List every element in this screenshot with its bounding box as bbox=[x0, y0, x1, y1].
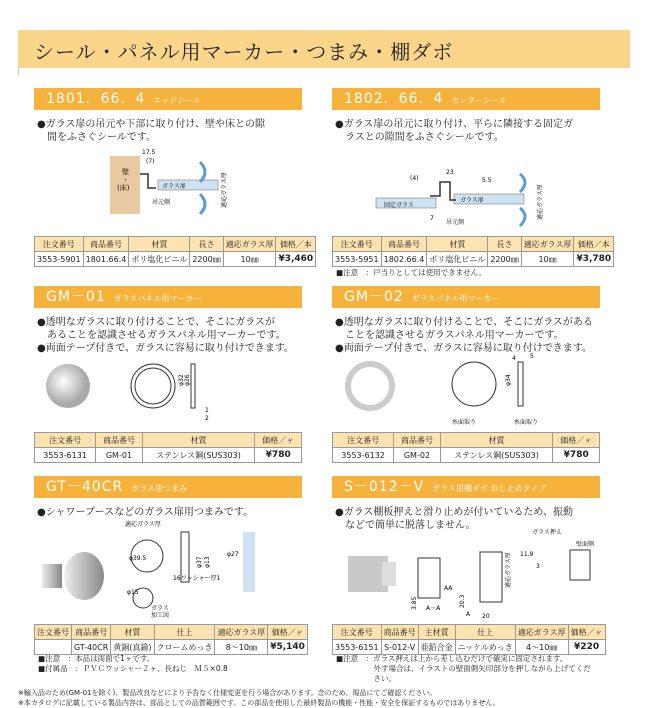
notes-s012v: ■注意 ：ガラス押えは上から差し込むだけで確実に固定されます。 外す場合は、イラストの壁面側矢印部分を押しながら上げてくだ さい。 bbox=[336, 654, 591, 683]
svg-text:φ13: φ13 bbox=[204, 556, 211, 568]
svg-text:ガラス: ガラス bbox=[151, 605, 169, 612]
svg-text:φ15: φ15 bbox=[127, 589, 139, 596]
section-desc-1802: ●ガラス扉の吊元に取り付け、平らに隣接する固定ガ ラスとの隙間をふさぐシールです。 bbox=[335, 119, 574, 143]
s012v-photo bbox=[338, 546, 408, 606]
svg-text:φ32: φ32 bbox=[178, 374, 185, 386]
section-bar-1801: 1801．66．4 エッジシール bbox=[34, 88, 302, 110]
gm02-photo bbox=[340, 356, 400, 416]
spec-table-1801: 注文番号 商品番号 材質 長さ 適応ガラス厚 価格／本 3553-5901 1801.66.4 ポリ塩化ビニル 2200㎜ 10㎜ ¥3,460 bbox=[34, 236, 316, 267]
svg-text:17.5: 17.5 bbox=[142, 149, 156, 156]
svg-text:3: 3 bbox=[536, 563, 540, 570]
svg-text:ワッシャー厚1: ワッシャー厚1 bbox=[181, 575, 221, 582]
svg-text:4: 4 bbox=[512, 355, 516, 362]
spec-table-1802: 注文番号 商品番号 材質 長さ 適応ガラス厚 価格／本 3553-5951 1802.66.4 ポリ塩化ビニル 2200㎜ 10㎜ ¥3,780 bbox=[332, 236, 614, 267]
gt40cr-diagram bbox=[115, 518, 295, 618]
gt40cr-photo bbox=[34, 546, 114, 606]
svg-text:φ26: φ26 bbox=[184, 374, 191, 386]
gm01-photo bbox=[38, 356, 98, 416]
svg-text:5: 5 bbox=[530, 353, 534, 360]
svg-text:(床): (床) bbox=[117, 184, 130, 192]
svg-text:2: 2 bbox=[205, 415, 209, 422]
section-desc-gm02: ●透明なガラスに取り付けることで、そこにガラスがある ことを認識させるガラスパネル用マーカーです。 ●両面テープ付きで、ガラスに容易に取り付けできます。 bbox=[335, 317, 593, 354]
svg-text:適応ガラス厚: 適応ガラス厚 bbox=[221, 172, 228, 208]
section-bar-1802: 1802．66．4 センターシール bbox=[332, 88, 600, 110]
section-desc-1801: ●ガラス扉の吊元や下部に取り付け、壁や床との隙 間をふさぐシールです。 bbox=[37, 119, 266, 143]
svg-text:・: ・ bbox=[122, 176, 129, 184]
spec-table-gm02: 注文番号 商品番号 材質 価格／ヶ 3553-6132 GM-02 ステンレス鋼(SUS303) ¥780 bbox=[332, 432, 600, 463]
svg-text:適応ガラス厚: 適応ガラス厚 bbox=[537, 184, 544, 220]
section-desc-gt40cr: ●シャワーブースなどのガラス扉用つまみです。 bbox=[37, 507, 254, 518]
section-bar-s012v: S－012－V ガラス用棚ダボ ねじ止めタイプ bbox=[332, 476, 600, 498]
svg-text:3.85: 3.85 bbox=[411, 596, 418, 610]
svg-text:20.3: 20.3 bbox=[459, 594, 466, 608]
edge-seal-diagram bbox=[100, 144, 240, 216]
svg-text:20: 20 bbox=[482, 613, 490, 620]
svg-text:7: 7 bbox=[430, 215, 434, 222]
svg-text:φ34: φ34 bbox=[505, 374, 512, 386]
svg-text:吊元側: 吊元側 bbox=[152, 199, 171, 206]
svg-text:壁面側: 壁面側 bbox=[576, 541, 595, 548]
note-1802: ■注意 ：戸当りとしては使用できません。 bbox=[336, 268, 487, 277]
svg-text:壁: 壁 bbox=[122, 168, 129, 176]
center-seal-diagram bbox=[370, 166, 550, 232]
spec-table-gt40cr: 注文番号 商品番号 材質 仕上 適応ガラス厚 価格／ヶ GT-40CR 黄銅(真鍮) クロームめっき 8～10㎜ ¥5,140 bbox=[34, 624, 308, 655]
svg-text:φ39.5: φ39.5 bbox=[129, 555, 147, 562]
spec-table-s012v: 注文番号 商品番号 主材質 仕上 適応ガラス厚 価格／ヶ 3553-6151 S-012-V 亜鉛合金 ニッケルめっき 4～10㎜ ¥220 bbox=[332, 624, 606, 655]
svg-text:A: A bbox=[466, 611, 471, 618]
svg-text:ガラス扉: ガラス扉 bbox=[460, 197, 484, 204]
spec-table-gm01: 注文番号 商品番号 材質 価格／ヶ 3553-6131 GM-01 ステンレス鋼(SUS303) ¥780 bbox=[34, 432, 302, 463]
svg-text:ガラス扉: ガラス扉 bbox=[162, 183, 186, 190]
page-title: シール・パネル用マーカー・つまみ・棚ダボ bbox=[34, 40, 454, 64]
svg-text:16: 16 bbox=[173, 575, 181, 582]
gm01-diagram bbox=[125, 356, 225, 426]
svg-text:加工図: 加工図 bbox=[151, 612, 170, 618]
notes-gt40cr: ■注意 ：本品は両面で1ヶです。 ■付属品 ：ＰＶＣワッシャー２ヶ、長ねじ Ｍ５×0.8 bbox=[38, 654, 228, 673]
section-bar-gm01: GM－01 ガラスパネル用マーカー bbox=[34, 286, 302, 308]
section-bar-gm02: GM－02 ガラスパネル用マーカー bbox=[332, 286, 600, 308]
svg-text:5.5: 5.5 bbox=[482, 177, 492, 184]
gm02-diagram bbox=[440, 352, 570, 428]
svg-text:1: 1 bbox=[205, 407, 209, 414]
svg-text:糸面取り: 糸面取り bbox=[514, 419, 539, 426]
svg-text:23: 23 bbox=[446, 169, 454, 176]
svg-text:ガラス押え: ガラス押え bbox=[532, 529, 562, 536]
footer-notes: ※輸入品のため(GM-01を除く)、製品改良などにより予告なく仕様変更を行う場合があります。念のため、現品にてご確認ください。 ※本カタログに記載している製品内容は、部品としての品質範囲です。この部品を使用した最終製品の機能・性能・安全を保証するものではありません。 bbox=[18, 689, 500, 707]
section-bar-gt40cr: GT－40CR ガラス用つまみ bbox=[34, 476, 302, 498]
page-header bbox=[18, 30, 630, 68]
svg-text:φ27: φ27 bbox=[227, 551, 239, 558]
svg-text:適応ガラス厚: 適応ガラス厚 bbox=[125, 521, 161, 528]
divider bbox=[18, 68, 19, 76]
section-desc-gm01: ●透明なガラスに取り付けることで、そこにガラスが あることを認識させるガラスパネル用マーカーです。 ●両面テープ付きで、ガラスに容易に取り付けできます。 bbox=[37, 317, 294, 354]
svg-text:吊元側: 吊元側 bbox=[446, 219, 465, 226]
svg-text:φ37: φ37 bbox=[196, 556, 203, 568]
svg-text:11.9: 11.9 bbox=[520, 551, 534, 558]
s012v-diagram bbox=[410, 528, 605, 620]
svg-text:(4): (4) bbox=[410, 175, 419, 182]
section-desc-s012v: ●ガラス棚板押えと滑り止めが付いているため、振動 などで簡単に脱落しません。 bbox=[335, 507, 574, 531]
svg-text:(7): (7) bbox=[146, 158, 155, 165]
svg-text:A－A: A－A bbox=[426, 605, 441, 612]
svg-text:固定ガラス: 固定ガラス bbox=[384, 202, 414, 209]
svg-text:適応ガラス厚: 適応ガラス厚 bbox=[505, 552, 512, 588]
svg-text:AA: AA bbox=[444, 585, 453, 592]
svg-text:糸面取り: 糸面取り bbox=[452, 419, 477, 426]
